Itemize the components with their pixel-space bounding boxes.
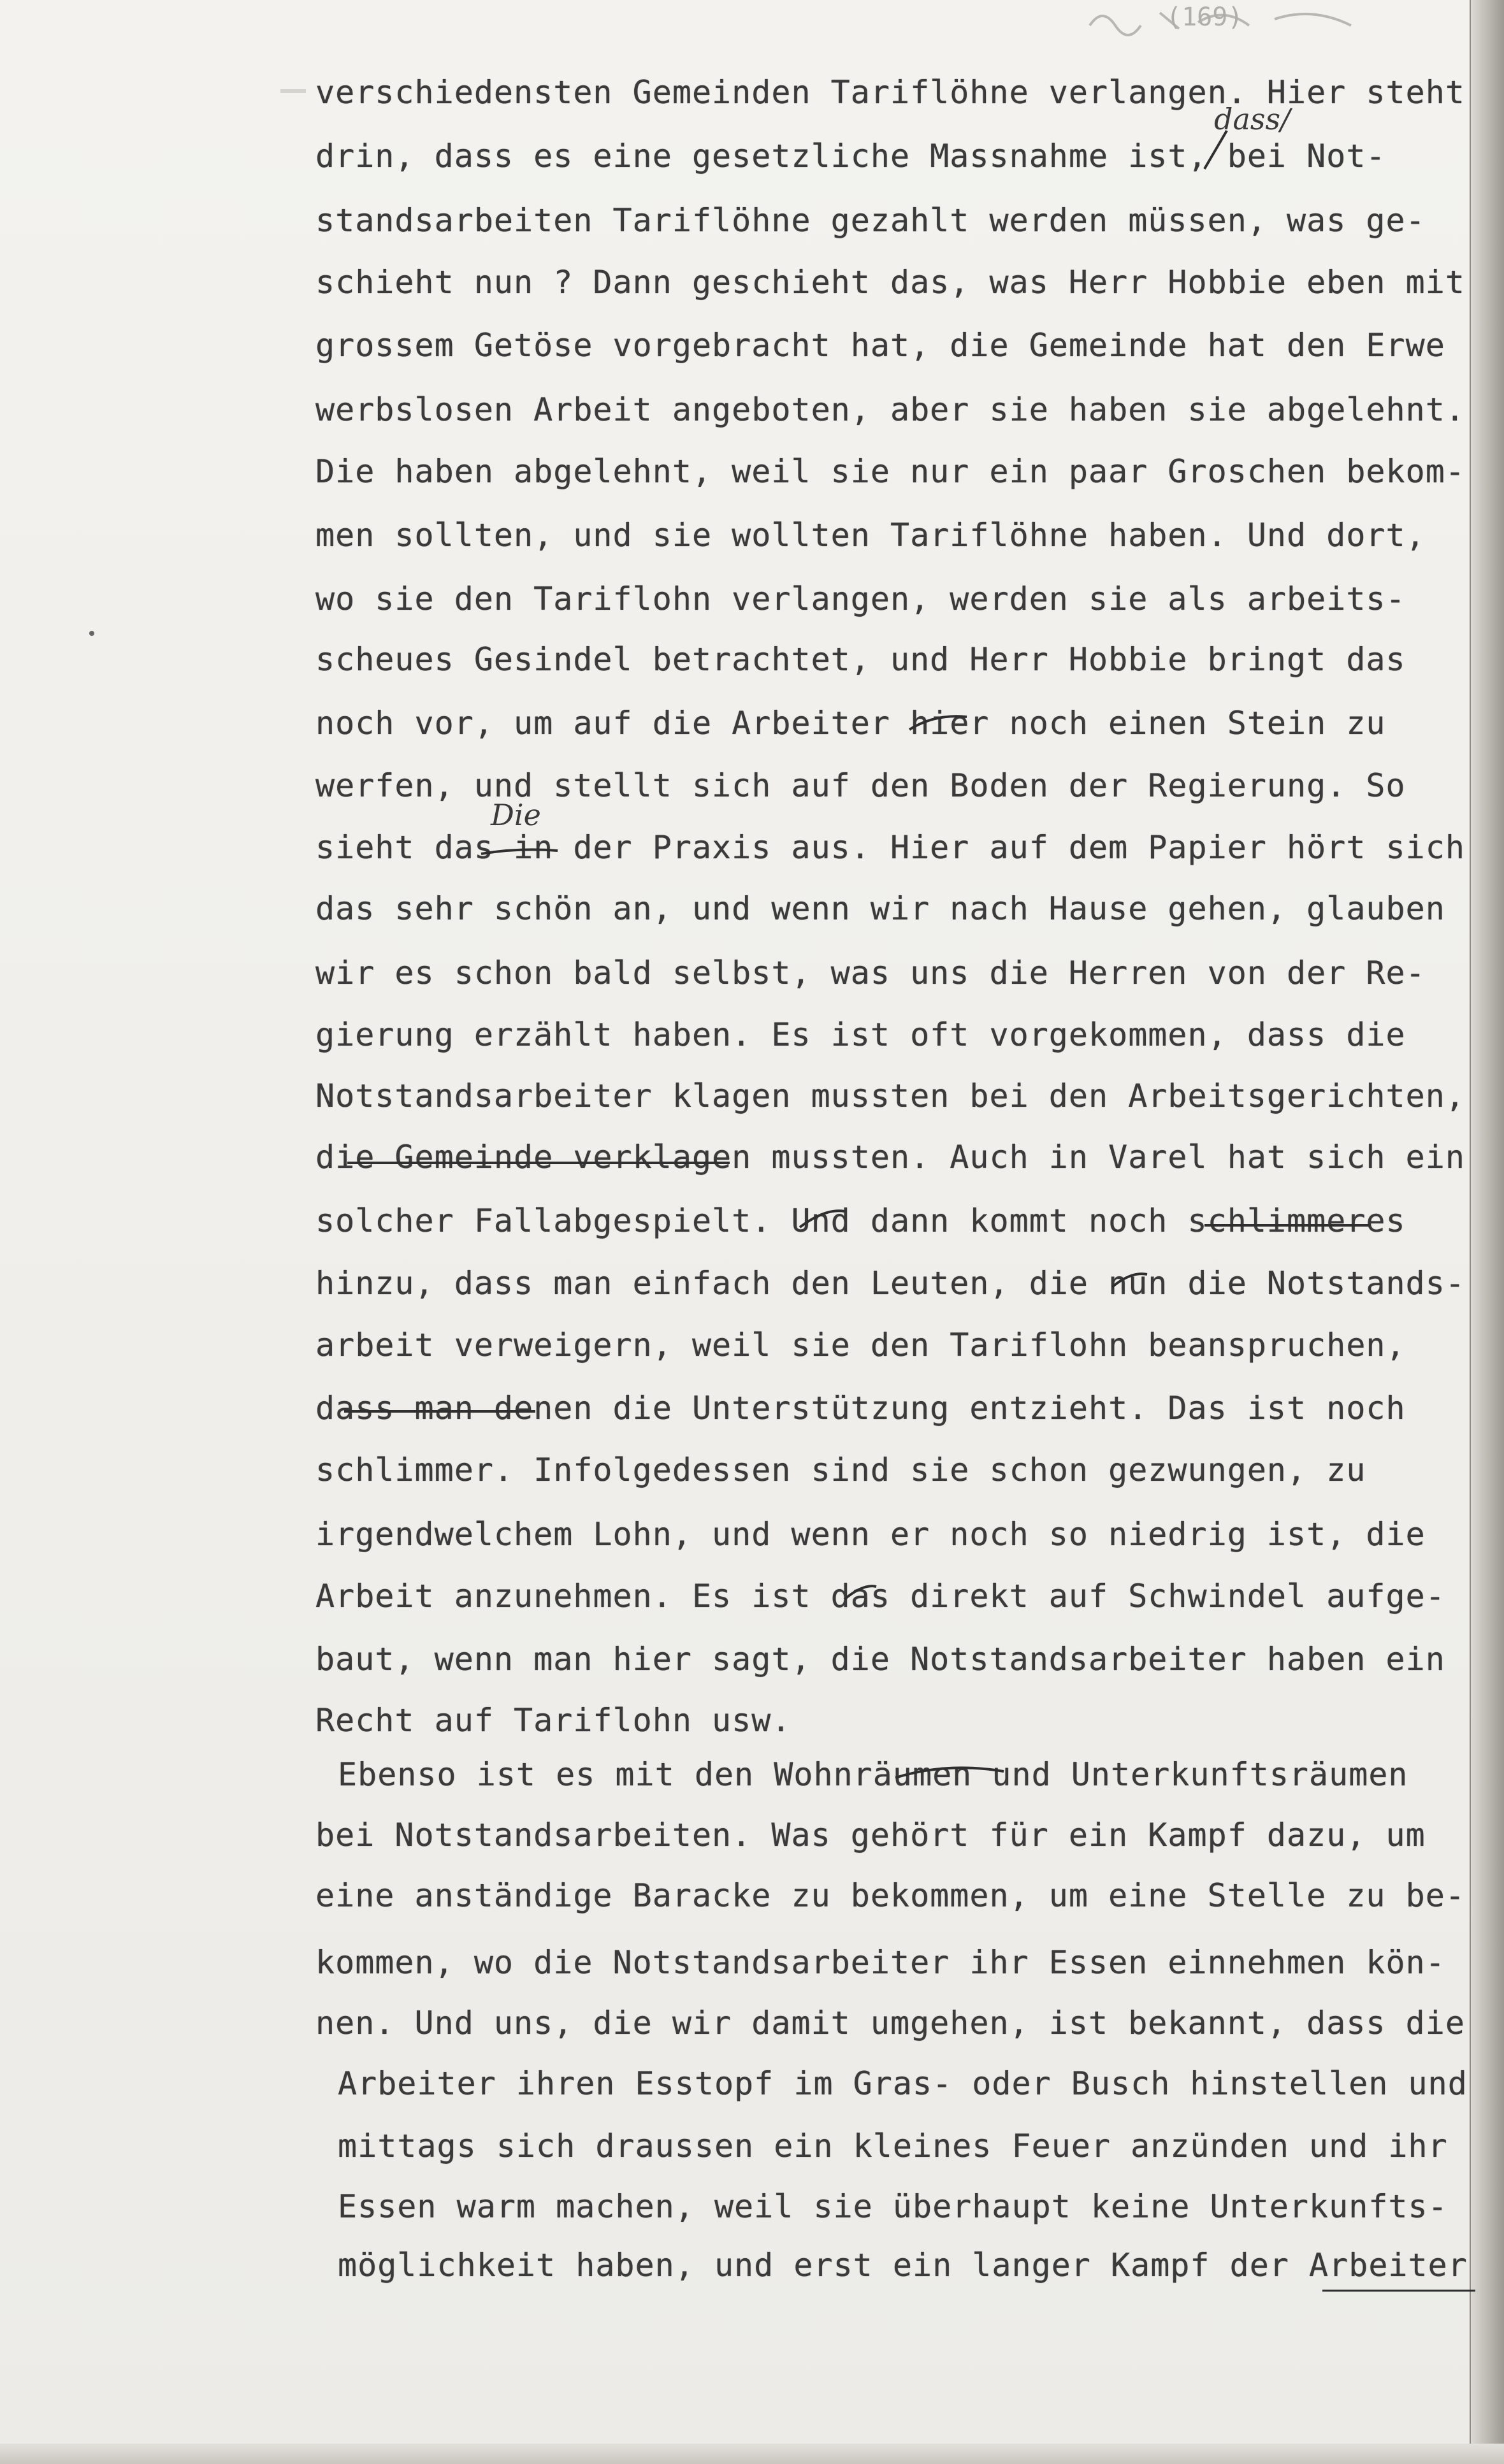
text-line-26: baut, wenn man hier sagt, die Notstandsarbeiter haben ein — [315, 1641, 1445, 1678]
text-line-29: bei Notstandsarbeiten. Was gehört für ein Kampf dazu, um — [315, 1817, 1426, 1854]
text-line-27: Recht auf Tariflohn usw. — [315, 1702, 792, 1739]
text-line-19: solcher Fallabgespielt. Und dann kommt noch schlimmeres — [315, 1202, 1406, 1239]
text-line-7: Die haben abgelehnt, weil sie nur ein paar Groschen bekom- — [315, 453, 1465, 490]
bleed-through-1 — [280, 89, 306, 93]
text-line-32: nen. Und uns, die wir damit umgehen, ist bekannt, dass die — [315, 2005, 1465, 2042]
page-mark: (169) — [1166, 3, 1243, 32]
text-line-9: wo sie den Tariflohn verlangen, werden sie als arbeits- — [315, 580, 1406, 617]
margin-dot — [89, 631, 94, 636]
text-line-33: Arbeiter ihren Esstopf im Gras- oder Busch hinstellen und — [338, 2065, 1468, 2102]
handwritten-insert-die: Die — [491, 798, 541, 832]
text-line-13: sieht das in der Praxis aus. Hier auf dem Papier hört sich — [315, 829, 1465, 866]
text-line-3: standsarbeiten Tariflöhne gezahlt werden müssen, was ge- — [315, 202, 1426, 239]
text-line-21: arbeit verweigern, weil sie den Tariflohn beanspruchen, — [315, 1327, 1406, 1364]
text-line-17: Notstandsarbeiter klagen mussten bei den Arbeitsgerichten, — [315, 1077, 1465, 1114]
text-line-20: hinzu, dass man einfach den Leuten, die nun die Notstands- — [315, 1265, 1465, 1302]
text-line-2: drin, dass es eine gesetzliche Massnahme ist, bei Not- — [315, 138, 1386, 175]
text-line-15: wir es schon bald selbst, was uns die Herren von der Re- — [315, 955, 1426, 991]
page-edge-right — [1470, 0, 1504, 2464]
text-line-1: verschiedensten Gemeinden Tariflöhne verlangen. Hier steht — [315, 74, 1465, 111]
text-line-5: grossem Getöse vorgebracht hat, die Gemeinde hat den Erwe — [315, 327, 1445, 364]
text-line-25: Arbeit anzunehmen. Es ist das direkt auf Schwindel aufge- — [315, 1578, 1445, 1615]
text-line-22: dass man denen die Unterstützung entzieht. Das ist noch — [315, 1390, 1406, 1427]
text-line-6: werbslosen Arbeit angeboten, aber sie haben sie abgelehnt. — [315, 391, 1465, 428]
text-line-10: scheues Gesindel betrachtet, und Herr Hobbie bringt das — [315, 641, 1406, 678]
text-line-23: schlimmer. Infolgedessen sind sie schon gezwungen, zu — [315, 1452, 1366, 1488]
text-line-31: kommen, wo die Notstandsarbeiter ihr Essen einnehmen kön- — [315, 1944, 1445, 1981]
page-edge-bottom — [0, 2444, 1504, 2464]
text-line-18: die Gemeinde verklagen mussten. Auch in Varel hat sich ein — [315, 1139, 1465, 1176]
handwritten-insert-dass: dass/ — [1214, 102, 1291, 136]
text-line-14: das sehr schön an, und wenn wir nach Hause gehen, glauben — [315, 890, 1445, 927]
text-line-28: Ebenso ist es mit den Wohnräumen und Unterkunftsräumen — [338, 1756, 1408, 1793]
text-line-12: werfen, und stellt sich auf den Boden der Regierung. So — [315, 767, 1406, 804]
text-line-30: eine anständige Baracke zu bekommen, um eine Stelle zu be- — [315, 1877, 1465, 1914]
text-line-11: noch vor, um auf die Arbeiter hier noch einen Stein zu — [315, 705, 1386, 742]
text-line-4: schieht nun ? Dann geschieht das, was Herr Hobbie eben mit — [315, 264, 1465, 301]
text-line-8: men sollten, und sie wollten Tariflöhne haben. Und dort, — [315, 517, 1426, 554]
text-line-24: irgendwelchem Lohn, und wenn er noch so niedrig ist, die — [315, 1516, 1426, 1553]
text-line-35: Essen warm machen, weil sie überhaupt keine Unterkunfts- — [338, 2188, 1448, 2225]
text-line-16: gierung erzählt haben. Es ist oft vorgekommen, dass die — [315, 1016, 1406, 1053]
text-line-36: möglichkeit haben, und erst ein langer Kampf der Arbeiter — [338, 2247, 1468, 2284]
text-line-34: mittags sich draussen ein kleines Feuer anzünden und ihr — [338, 2128, 1448, 2165]
